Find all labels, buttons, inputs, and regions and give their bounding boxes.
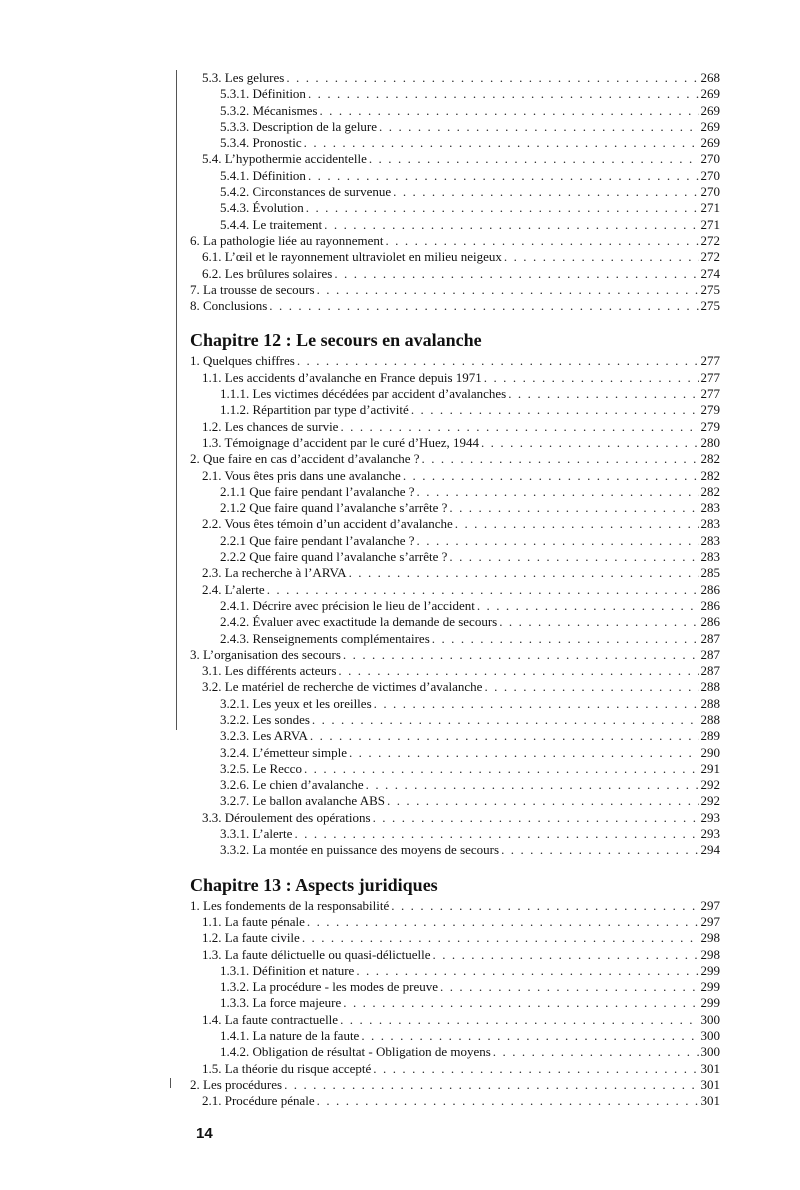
table-of-contents <box>190 70 720 1110</box>
toc-entry-title: 2. Que faire en cas d’accident d’avalanche ? <box>190 451 420 467</box>
toc-entry-page: 272 <box>700 249 720 265</box>
toc-entry-page: 269 <box>700 102 720 118</box>
toc-entry-page: 279 <box>700 418 720 434</box>
dot-leader <box>411 402 699 418</box>
toc-entry-page: 297 <box>700 897 720 913</box>
toc-entry-page: 301 <box>700 1076 720 1092</box>
toc-entry-title: 2.4.2. Évaluer avec exactitude la demande de secours <box>220 614 498 630</box>
toc-entry <box>190 712 720 728</box>
toc-entry-title: 2.2.2 Que faire quand l’avalanche s’arrête ? <box>220 549 448 565</box>
toc-entry-title: 1.1.1. Les victimes décédées par accident d’avalanches <box>220 386 507 402</box>
toc-entry-title: 2.1.1 Que faire pendant l’avalanche ? <box>220 483 415 499</box>
toc-entry-page: 286 <box>700 614 720 630</box>
dot-leader <box>481 435 699 451</box>
toc-entry <box>190 119 720 135</box>
toc-entry <box>190 1044 720 1060</box>
toc-entry <box>190 70 720 86</box>
toc-entry <box>190 826 720 842</box>
dot-leader <box>267 582 699 598</box>
dot-leader <box>455 516 699 532</box>
toc-entry-page: 285 <box>700 565 720 581</box>
toc-entry-title: 7. La trousse de secours <box>190 281 315 297</box>
toc-entry-page: 270 <box>700 151 720 167</box>
toc-entry-page: 282 <box>700 451 720 467</box>
toc-entry-page: 297 <box>700 913 720 929</box>
toc-entry-page: 283 <box>700 516 720 532</box>
dot-leader <box>324 217 698 233</box>
dot-leader <box>484 679 698 695</box>
dot-leader <box>379 119 698 135</box>
toc-entry-title: 2.4. L’alerte <box>202 581 265 597</box>
toc-entry <box>190 370 720 386</box>
toc-entry-title: 1.1.2. Répartition par type d’activité <box>220 402 409 418</box>
dot-leader <box>391 898 698 914</box>
dot-leader <box>356 963 698 979</box>
toc-entry-title: 1.2. La faute civile <box>202 930 300 946</box>
toc-entry-page: 277 <box>700 386 720 402</box>
toc-entry-title: 2. Les procédures <box>190 1076 283 1092</box>
toc-entry-title: 3.3.2. La montée en puissance des moyens de secours <box>220 842 500 858</box>
toc-entry-page: 271 <box>700 200 720 216</box>
toc-entry <box>190 282 720 298</box>
dot-leader <box>340 1012 698 1028</box>
dot-leader <box>312 712 699 728</box>
toc-entry <box>190 217 720 233</box>
toc-entry-page: 292 <box>700 777 720 793</box>
toc-entry <box>190 728 720 744</box>
toc-entry-title: 5.3.3. Description de la gelure <box>220 118 378 134</box>
dot-leader <box>440 979 698 995</box>
toc-entry <box>190 663 720 679</box>
toc-section-chapter-13 <box>190 898 720 1110</box>
toc-entry <box>190 582 720 598</box>
toc-entry-title: 1.5. La théorie du risque accepté <box>202 1060 372 1076</box>
toc-entry <box>190 516 720 532</box>
toc-entry <box>190 745 720 761</box>
toc-entry-page: 291 <box>700 760 720 776</box>
toc-entry-title: 5.4.2. Circonstances de survenue <box>220 184 392 200</box>
toc-entry-page: 300 <box>700 1028 720 1044</box>
toc-section-continuation <box>190 70 720 314</box>
toc-entry-page: 283 <box>700 532 720 548</box>
toc-entry-page: 283 <box>700 549 720 565</box>
dot-leader <box>310 728 699 744</box>
dot-leader <box>477 598 699 614</box>
toc-entry-title: 8. Conclusions <box>190 298 268 314</box>
toc-entry-title: 2.4.3. Renseignements complémentaires <box>220 630 430 646</box>
margin-tick <box>170 1078 171 1088</box>
toc-entry <box>190 200 720 216</box>
toc-entry-title: 6.1. L’œil et le rayonnement ultraviolet en milieu neigeux <box>202 249 502 265</box>
toc-entry <box>190 898 720 914</box>
toc-section-chapter-12 <box>190 353 720 858</box>
dot-leader <box>319 103 698 119</box>
toc-entry-page: 269 <box>700 86 720 102</box>
toc-entry <box>190 598 720 614</box>
toc-entry-title: 1.4. La faute contractuelle <box>202 1011 339 1027</box>
toc-entry-title: 2.2. Vous êtes témoin d’un accident d’avalanche <box>202 516 453 532</box>
toc-entry-page: 274 <box>700 265 720 281</box>
dot-leader <box>484 370 699 386</box>
toc-entry-page: 292 <box>700 793 720 809</box>
toc-entry-page: 277 <box>700 369 720 385</box>
toc-entry-title: 2.2.1 Que faire pendant l’avalanche ? <box>220 532 415 548</box>
toc-entry <box>190 151 720 167</box>
toc-entry <box>190 184 720 200</box>
toc-entry-title: 5.4. L’hypothermie accidentelle <box>202 151 367 167</box>
dot-leader <box>308 168 699 184</box>
dot-leader <box>306 200 699 216</box>
toc-entry-title: 1.3.3. La force majeure <box>220 995 342 1011</box>
toc-entry-page: 299 <box>700 979 720 995</box>
toc-entry-title: 2.4.1. Décrire avec précision le lieu de l’accident <box>220 597 475 613</box>
toc-entry-page: 275 <box>700 281 720 297</box>
toc-entry-page: 289 <box>700 728 720 744</box>
dot-leader <box>501 842 698 858</box>
toc-entry <box>190 995 720 1011</box>
toc-entry-title: 3.2. Le matériel de recherche de victimes d’avalanche <box>202 679 483 695</box>
dot-leader <box>284 1077 698 1093</box>
toc-entry-title: 1. Quelques chiffres <box>190 353 295 369</box>
dot-leader <box>286 70 698 86</box>
toc-entry <box>190 298 720 314</box>
toc-entry-title: 1.3.1. Définition et nature <box>220 962 355 978</box>
toc-entry <box>190 484 720 500</box>
toc-entry-title: 1.1. Les accidents d’avalanche en France depuis 1971 <box>202 369 482 385</box>
toc-entry-title: 1.1. La faute pénale <box>202 913 305 929</box>
toc-entry <box>190 1061 720 1077</box>
toc-entry <box>190 1028 720 1044</box>
toc-entry-page: 298 <box>700 946 720 962</box>
toc-entry-page: 279 <box>700 402 720 418</box>
toc-entry-page: 282 <box>700 467 720 483</box>
dot-leader <box>504 249 699 265</box>
toc-entry-page: 271 <box>700 216 720 232</box>
toc-entry <box>190 777 720 793</box>
toc-entry <box>190 1093 720 1109</box>
toc-entry-title: 2.1. Vous êtes pris dans une avalanche <box>202 467 401 483</box>
toc-entry-title: 6.2. Les brûlures solaires <box>202 265 333 281</box>
toc-entry-page: 269 <box>700 135 720 151</box>
dot-leader <box>307 914 699 930</box>
toc-entry <box>190 793 720 809</box>
toc-entry <box>190 1077 720 1093</box>
dot-leader <box>385 233 698 249</box>
toc-entry-page: 286 <box>700 581 720 597</box>
toc-entry-title: 5.3. Les gelures <box>202 70 285 85</box>
toc-entry-page: 287 <box>700 663 720 679</box>
toc-entry-page: 300 <box>700 1044 720 1060</box>
toc-entry-page: 294 <box>700 842 720 858</box>
dot-leader <box>343 995 698 1011</box>
toc-entry <box>190 402 720 418</box>
toc-entry <box>190 1012 720 1028</box>
toc-entry <box>190 168 720 184</box>
toc-entry-title: 3.2.3. Les ARVA <box>220 728 308 744</box>
dot-leader <box>361 1028 698 1044</box>
toc-entry-title: 1. Les fondements de la responsabilité <box>190 897 390 913</box>
toc-entry-page: 283 <box>700 500 720 516</box>
dot-leader <box>373 810 699 826</box>
toc-entry-page: 287 <box>700 646 720 662</box>
dot-leader <box>433 947 699 963</box>
dot-leader <box>317 1093 699 1109</box>
toc-entry-title: 3.2.7. Le ballon avalanche ABS <box>220 793 385 809</box>
toc-entry <box>190 86 720 102</box>
toc-entry-page: 288 <box>700 679 720 695</box>
toc-entry-page: 287 <box>700 630 720 646</box>
toc-entry <box>190 266 720 282</box>
toc-entry-page: 280 <box>700 434 720 450</box>
toc-entry-title: 5.4.1. Définition <box>220 167 306 183</box>
dot-leader <box>366 777 699 793</box>
dot-leader <box>369 151 699 167</box>
dot-leader <box>343 647 699 663</box>
toc-entry-title: 5.4.4. Le traitement <box>220 216 323 232</box>
dot-leader <box>422 451 699 467</box>
dot-leader <box>508 386 698 402</box>
toc-entry <box>190 549 720 565</box>
toc-entry-page: 299 <box>700 962 720 978</box>
toc-entry <box>190 419 720 435</box>
dot-leader <box>304 135 699 151</box>
toc-entry <box>190 103 720 119</box>
toc-entry-title: 1.3. Témoignage d’accident par le curé d’Huez, 1944 <box>202 434 479 450</box>
toc-entry <box>190 135 720 151</box>
toc-entry <box>190 631 720 647</box>
toc-entry <box>190 468 720 484</box>
margin-rule <box>176 70 177 730</box>
toc-entry-page: 272 <box>700 232 720 248</box>
toc-entry-page: 275 <box>700 298 720 314</box>
toc-entry-title: 6. La pathologie liée au rayonnement <box>190 232 384 248</box>
toc-entry-title: 3.2.4. L’émetteur simple <box>220 744 347 760</box>
dot-leader <box>387 793 699 809</box>
toc-entry-page: 300 <box>700 1011 720 1027</box>
dot-leader <box>417 533 699 549</box>
toc-entry-title: 2.3. La recherche à l’ARVA <box>202 565 347 581</box>
dot-leader <box>304 761 699 777</box>
dot-leader <box>302 930 699 946</box>
dot-leader <box>294 826 698 842</box>
toc-entry-title: 1.4.1. La nature de la faute <box>220 1028 360 1044</box>
toc-entry-page: 286 <box>700 597 720 613</box>
toc-entry <box>190 386 720 402</box>
toc-entry-title: 3.2.1. Les yeux et les oreilles <box>220 695 372 711</box>
toc-entry-page: 301 <box>700 1093 720 1109</box>
toc-entry-page: 293 <box>700 809 720 825</box>
dot-leader <box>499 614 698 630</box>
toc-entry-page: 282 <box>700 483 720 499</box>
toc-entry <box>190 435 720 451</box>
chapter-12-heading: Chapitre 12 : Le secours en avalanche <box>190 330 482 351</box>
dot-leader <box>393 184 698 200</box>
toc-entry-page: 298 <box>700 930 720 946</box>
toc-entry <box>190 947 720 963</box>
toc-entry-page: 290 <box>700 744 720 760</box>
toc-entry-title: 1.3. La faute délictuelle ou quasi-délictuelle <box>202 946 431 962</box>
toc-entry <box>190 963 720 979</box>
toc-entry <box>190 696 720 712</box>
toc-entry-page: 270 <box>700 167 720 183</box>
toc-entry <box>190 565 720 581</box>
toc-entry-title: 5.3.2. Mécanismes <box>220 102 318 118</box>
toc-entry-title: 1.3.2. La procédure - les modes de preuve <box>220 979 439 995</box>
dot-leader <box>417 484 699 500</box>
toc-entry <box>190 979 720 995</box>
chapter-13-heading: Chapitre 13 : Aspects juridiques <box>190 874 438 895</box>
dot-leader <box>349 745 699 761</box>
toc-entry-title: 2.1.2 Que faire quand l’avalanche s’arrête ? <box>220 500 448 516</box>
toc-entry-page: 293 <box>700 826 720 842</box>
dot-leader <box>340 419 698 435</box>
toc-entry-title: 3. L’organisation des secours <box>190 646 341 662</box>
toc-entry-page: 268 <box>700 70 720 85</box>
toc-entry <box>190 810 720 826</box>
dot-leader <box>317 282 699 298</box>
toc-entry <box>190 500 720 516</box>
toc-entry <box>190 249 720 265</box>
toc-entry <box>190 533 720 549</box>
dot-leader <box>334 266 698 282</box>
toc-entry-title: 3.3.1. L’alerte <box>220 826 293 842</box>
toc-entry-title: 2.1. Procédure pénale <box>202 1093 315 1109</box>
dot-leader <box>308 86 699 102</box>
toc-entry-page: 277 <box>700 353 720 369</box>
dot-leader <box>432 631 699 647</box>
dot-leader <box>349 565 699 581</box>
dot-leader <box>403 468 699 484</box>
dot-leader <box>297 353 699 369</box>
toc-entry-page: 288 <box>700 711 720 727</box>
toc-entry-title: 3.2.6. Le chien d’avalanche <box>220 777 364 793</box>
toc-entry <box>190 353 720 369</box>
toc-entry-page: 301 <box>700 1060 720 1076</box>
toc-entry <box>190 930 720 946</box>
toc-entry <box>190 679 720 695</box>
toc-entry <box>190 614 720 630</box>
toc-entry <box>190 761 720 777</box>
toc-entry-title: 5.4.3. Évolution <box>220 200 304 216</box>
toc-entry-page: 269 <box>700 118 720 134</box>
toc-entry-page: 299 <box>700 995 720 1011</box>
dot-leader <box>449 549 698 565</box>
toc-entry-title: 5.3.1. Définition <box>220 86 306 102</box>
toc-entry-title: 3.3. Déroulement des opérations <box>202 809 371 825</box>
toc-entry-page: 288 <box>700 695 720 711</box>
page-number: 14 <box>196 1125 213 1142</box>
dot-leader <box>269 298 698 314</box>
dot-leader <box>338 663 698 679</box>
dot-leader <box>493 1044 699 1060</box>
toc-entry-title: 1.2. Les chances de survie <box>202 418 339 434</box>
dot-leader <box>374 696 699 712</box>
toc-entry-title: 3.1. Les différents acteurs <box>202 663 337 679</box>
toc-entry <box>190 451 720 467</box>
toc-entry-title: 3.2.5. Le Recco <box>220 760 302 776</box>
toc-entry-title: 1.4.2. Obligation de résultat - Obligation de moyens <box>220 1044 491 1060</box>
toc-entry-title: 3.2.2. Les sondes <box>220 711 310 727</box>
dot-leader <box>449 500 698 516</box>
toc-entry <box>190 842 720 858</box>
toc-entry-title: 5.3.4. Pronostic <box>220 135 302 151</box>
toc-entry-page: 270 <box>700 184 720 200</box>
dot-leader <box>373 1061 698 1077</box>
toc-entry <box>190 914 720 930</box>
toc-entry <box>190 647 720 663</box>
toc-entry <box>190 233 720 249</box>
